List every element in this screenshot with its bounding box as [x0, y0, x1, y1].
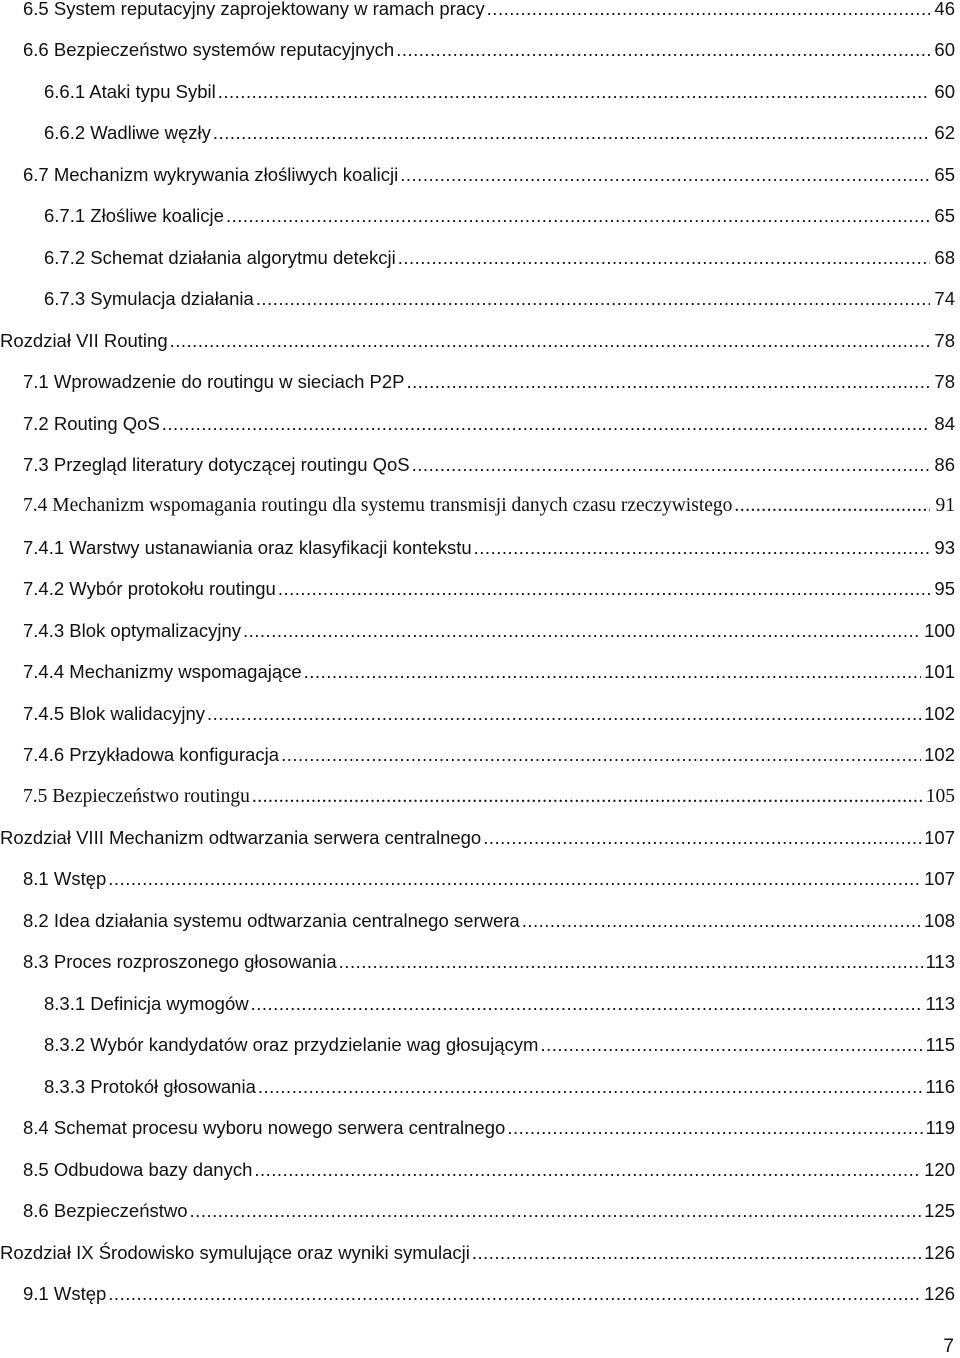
toc-entry-title: 9.1 Wstęp — [23, 1282, 107, 1304]
toc-dot-leader — [398, 244, 930, 272]
toc-dot-leader — [339, 948, 923, 976]
toc-dot-leader — [540, 1031, 922, 1059]
toc-entry-title: 8.3.2 Wybór kandydatów oraz przydzielanie wag głosującym — [44, 1034, 539, 1056]
toc-dot-leader — [213, 119, 930, 147]
toc-entry-page: 84 — [934, 412, 955, 434]
toc-dot-leader — [256, 285, 930, 313]
toc-entry-title: 8.4 Schemat procesu wyboru nowego serwera centralnego — [23, 1117, 506, 1139]
toc-entry-title: 6.6.1 Ataki typu Sybil — [44, 80, 216, 102]
toc-entry[interactable] — [23, 368, 955, 396]
toc-dot-leader — [190, 1197, 922, 1225]
toc-entry-page: 91 — [935, 495, 955, 517]
toc-entry-page: 60 — [934, 80, 955, 102]
toc-entry[interactable] — [44, 1031, 955, 1059]
toc-dot-leader — [218, 78, 930, 106]
toc-entry-page: 126 — [924, 1241, 955, 1263]
toc-dot-leader — [474, 534, 930, 562]
toc-entry[interactable] — [23, 492, 955, 520]
toc-entry[interactable] — [23, 1114, 955, 1142]
toc-dot-leader — [522, 907, 921, 935]
toc-entry-title: 7.1 Wprowadzenie do routingu w sieciach P2P — [23, 371, 405, 393]
toc-entry-page: 60 — [934, 39, 955, 61]
toc-entry-page: 65 — [934, 205, 955, 227]
toc-dot-leader — [170, 327, 930, 355]
toc-entry-title: 8.3.1 Definicja wymogów — [44, 992, 249, 1014]
toc-entry[interactable] — [23, 161, 955, 189]
toc-dot-leader — [400, 161, 930, 189]
toc-entry[interactable] — [23, 0, 955, 23]
toc-dot-leader — [243, 617, 921, 645]
toc-entry-title: 7.4.6 Przykładowa konfiguracja — [23, 744, 280, 766]
toc-entry-title: 8.2 Idea działania systemu odtwarzania centralnego serwera — [23, 909, 520, 931]
toc-entry-title: 8.1 Wstęp — [23, 868, 107, 890]
page-number: 7 — [943, 1336, 954, 1357]
toc-dot-leader — [252, 783, 923, 811]
toc-entry-page: 116 — [925, 1075, 955, 1097]
toc-entry-title: Rozdział VII Routing — [0, 329, 168, 351]
toc-dot-leader — [254, 1156, 921, 1184]
toc-entry[interactable] — [23, 658, 955, 686]
toc-entry[interactable] — [23, 617, 955, 645]
toc-dot-leader — [108, 1280, 921, 1308]
toc-entry-title: 6.7.1 Złośliwe koalicje — [44, 205, 224, 227]
toc-entry-title: 8.6 Bezpieczeństwo — [23, 1200, 188, 1222]
toc-dot-leader — [483, 824, 921, 852]
toc-entry-title: Rozdział IX Środowisko symulujące oraz wyniki symulacji — [0, 1241, 470, 1263]
toc-entry-page: 119 — [925, 1117, 955, 1139]
toc-dot-leader — [108, 865, 921, 893]
toc-entry-page: 68 — [934, 246, 955, 268]
toc-entry[interactable] — [23, 1156, 955, 1184]
toc-entry-title: 6.6.2 Wadliwe węzły — [44, 122, 211, 144]
toc-entry-title: 7.2 Routing QoS — [23, 412, 160, 434]
toc-entry-title: 7.4.5 Blok walidacyjny — [23, 702, 206, 724]
toc-entry[interactable] — [23, 741, 955, 769]
toc-entry-page: 62 — [934, 122, 955, 144]
toc-entry-page: 65 — [934, 163, 955, 185]
toc-dot-leader — [162, 410, 930, 438]
toc-entry[interactable] — [44, 1073, 955, 1101]
toc-entry-page: 74 — [934, 288, 955, 310]
toc-entry-page: 107 — [924, 827, 955, 848]
toc-entry[interactable] — [23, 1197, 955, 1225]
toc-entry[interactable] — [0, 1239, 955, 1267]
toc-entry-title: 6.7.2 Schemat działania algorytmu detekcji — [44, 246, 396, 268]
toc-entry[interactable] — [44, 78, 955, 106]
toc-entry[interactable] — [23, 534, 955, 562]
toc-entry-title: 8.3.3 Protokół głosowania — [44, 1075, 256, 1097]
toc-dot-leader — [734, 492, 930, 520]
toc-entry-title: 7.4.2 Wybór protokołu routingu — [23, 578, 276, 600]
toc-dot-leader — [251, 990, 923, 1018]
toc-entry-title: 7.4.3 Blok optymalizacyjny — [23, 619, 241, 641]
toc-entry-page: 46 — [934, 0, 955, 19]
toc-dot-leader — [396, 36, 930, 64]
toc-dot-leader — [281, 741, 921, 769]
toc-entry-title: Rozdział VIII Mechanizm odtwarzania serwera centralnego — [0, 827, 482, 848]
toc-entry-page: 78 — [934, 329, 955, 351]
toc-entry[interactable] — [23, 783, 955, 811]
toc-entry-page: 105 — [925, 785, 955, 807]
toc-entry[interactable] — [44, 990, 955, 1018]
toc-entry[interactable] — [0, 824, 955, 852]
toc-entry-page: 113 — [925, 951, 955, 973]
toc-entry-title: 8.5 Odbudowa bazy danych — [23, 1158, 253, 1180]
toc-entry[interactable] — [0, 327, 955, 355]
toc-entry-page: 95 — [934, 578, 955, 600]
toc-entry-title: 6.5 System reputacyjny zaprojektowany w ramach pracy — [23, 0, 485, 19]
toc-dot-leader — [412, 451, 930, 479]
toc-entry[interactable] — [23, 700, 955, 728]
toc-entry-page: 86 — [934, 453, 955, 475]
toc-entry-page: 100 — [924, 619, 955, 641]
toc-entry[interactable] — [23, 451, 955, 479]
toc-entry-title: 8.3 Proces rozproszonego głosowania — [23, 951, 337, 973]
toc-dot-leader — [258, 1073, 923, 1101]
toc-entry-page: 78 — [934, 371, 955, 393]
toc-entry-page: 126 — [924, 1282, 955, 1304]
toc-entry-title: 7.4.4 Mechanizmy wspomagające — [23, 661, 302, 683]
toc-entry-title: 7.5 Bezpieczeństwo routingu — [23, 785, 250, 807]
toc-entry-page: 125 — [924, 1200, 955, 1222]
toc-dot-leader — [207, 700, 921, 728]
toc-entry-title: 7.4.1 Warstwy ustanawiania oraz klasyfikacji kontekstu — [23, 536, 472, 558]
toc-entry-title: 6.6 Bezpieczeństwo systemów reputacyjnych — [23, 39, 395, 61]
toc-entry-page: 113 — [925, 992, 955, 1014]
toc-entry-page: 102 — [924, 744, 955, 766]
toc-dot-leader — [407, 368, 930, 396]
toc-entry[interactable] — [23, 1280, 955, 1308]
toc-dot-leader — [226, 202, 930, 230]
toc-entry-page: 115 — [925, 1034, 955, 1056]
toc-entry[interactable] — [44, 119, 955, 147]
toc-entry[interactable] — [23, 410, 955, 438]
toc-entry-title: 7.3 Przegląd literatury dotyczącej routingu QoS — [23, 453, 410, 475]
toc-dot-leader — [487, 0, 930, 23]
toc-entry[interactable] — [44, 202, 955, 230]
toc-entry[interactable] — [23, 907, 955, 935]
toc-entry[interactable] — [23, 36, 955, 64]
toc-entry-title: 6.7.3 Symulacja działania — [44, 288, 254, 310]
toc-entry-title: 6.7 Mechanizm wykrywania złośliwych koalicji — [23, 163, 399, 185]
toc-entry[interactable] — [44, 285, 955, 313]
toc-dot-leader — [304, 658, 921, 686]
toc-entry-page: 107 — [924, 868, 955, 890]
toc-entry[interactable] — [23, 575, 955, 603]
toc-dot-leader — [472, 1239, 921, 1267]
toc-entry[interactable] — [23, 948, 955, 976]
toc-dot-leader — [278, 575, 930, 603]
toc-entry-title: 7.4 Mechanizm wspomagania routingu dla systemu transmisji danych czasu rzeczywistego — [23, 495, 733, 517]
toc-entry-page: 93 — [934, 536, 955, 558]
toc-entry[interactable] — [23, 865, 955, 893]
toc-entry-page: 102 — [924, 702, 955, 724]
toc-entry-page: 108 — [924, 909, 955, 931]
toc-entry-page: 120 — [924, 1158, 955, 1180]
toc-entry[interactable] — [44, 244, 955, 272]
toc-dot-leader — [507, 1114, 922, 1142]
toc-entry-page: 101 — [924, 661, 955, 683]
